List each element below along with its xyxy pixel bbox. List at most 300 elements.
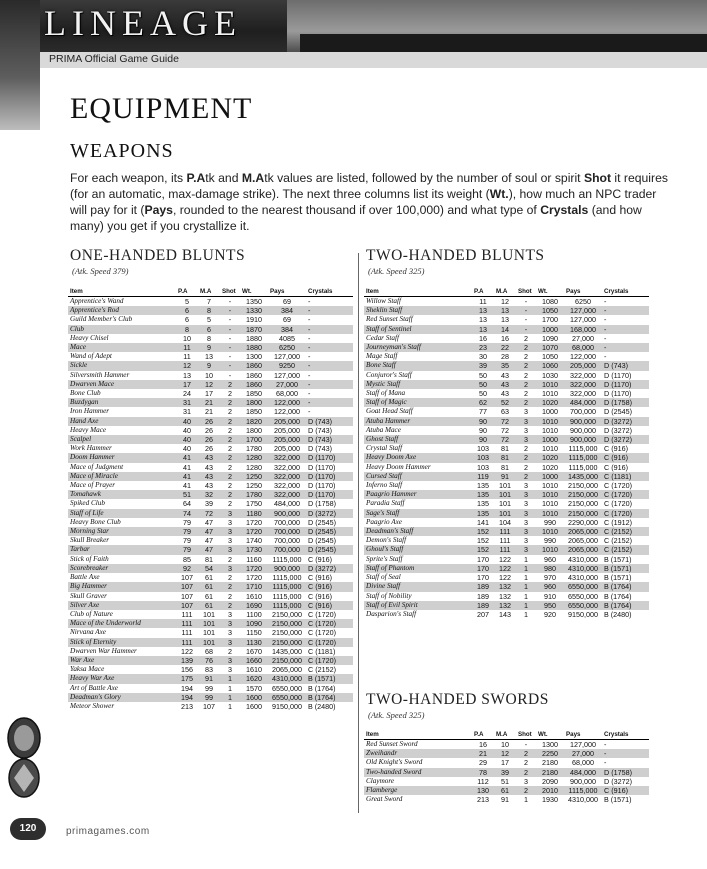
table-cell: 61: [205, 591, 213, 601]
table-cell: C (2152): [602, 527, 649, 536]
table-cell: 900,000: [564, 435, 602, 444]
table-cell: 1250: [240, 472, 268, 481]
table-cell: 101: [203, 609, 215, 619]
table-cell: 79: [183, 536, 191, 546]
table-header-row: [68, 287, 353, 297]
table-cell: D (1170): [306, 490, 353, 499]
table-cell: Heavy Doom Hammer: [366, 462, 431, 471]
table-cell: 1660: [240, 656, 268, 665]
table-cell: 1: [220, 674, 240, 683]
table-cell: Mace of Prayer: [70, 481, 116, 490]
table-cell: 2: [524, 758, 528, 768]
table-cell: 213: [181, 701, 193, 711]
table-cell: 8: [207, 333, 211, 343]
table-cell: 132: [494, 601, 516, 610]
table-cell: 6550,000: [268, 693, 306, 702]
table-cell: 112: [477, 776, 489, 786]
table-cell: -: [308, 370, 311, 380]
table-cell: 81: [501, 462, 509, 472]
table-row: [68, 545, 353, 554]
table-row: [68, 619, 353, 628]
table-cell: 2: [516, 472, 536, 481]
table-cell: 1010: [542, 481, 558, 491]
table-cell: 47: [198, 545, 220, 554]
table-cell: Staff of Life: [68, 509, 176, 518]
table-cell: Red Sunset Sword: [366, 740, 418, 748]
table-cell: D (1170): [602, 380, 649, 389]
table-cell: 81: [205, 554, 213, 564]
table-cell: 17: [176, 380, 198, 389]
table-cell: 2150,000: [272, 628, 302, 638]
table-cell: -: [524, 315, 528, 325]
table-cell: 2065,000: [564, 527, 602, 536]
table-cell: -: [306, 361, 353, 370]
table-row: [68, 693, 353, 702]
table-cell: 32: [198, 490, 220, 499]
table-cell: C (1912): [604, 517, 632, 527]
two-handed-blunts-title: TWO-HANDED BLUNTS: [366, 247, 545, 264]
table-cell: 1: [516, 564, 536, 573]
table-row: [364, 343, 649, 352]
table-row: [364, 777, 649, 786]
table-row: [68, 435, 353, 444]
table-cell: 700,000: [570, 407, 596, 417]
table-cell: 78: [472, 768, 494, 777]
table-cell: Wand of Adept: [70, 352, 112, 361]
table-cell: 43: [494, 380, 516, 389]
table-cell: Yaksa Mace: [70, 665, 105, 674]
table-cell: Heavy Bone Club: [70, 517, 121, 526]
table-cell: 101: [494, 509, 516, 518]
table-cell: Tomahawk: [68, 490, 176, 499]
table-cell: -: [602, 306, 649, 315]
table-cell: 72: [501, 425, 509, 435]
table-row: [364, 564, 649, 573]
table-cell: Apprentice's Wand: [70, 297, 124, 305]
table-cell: 1910: [246, 315, 262, 325]
table-cell: 10: [205, 370, 213, 380]
page-number: 120: [10, 818, 46, 840]
table-cell: 1: [228, 683, 232, 693]
column-header: Item: [364, 730, 472, 740]
table-cell: 43: [198, 472, 220, 481]
table-cell: 960: [536, 582, 564, 591]
table-cell: D (3272): [306, 509, 353, 518]
table-row: [364, 601, 649, 610]
table-cell: D (2545): [306, 545, 353, 554]
table-cell: 107: [181, 591, 193, 601]
table-cell: 1010: [542, 389, 558, 399]
column-header: P.A: [472, 730, 494, 740]
table-cell: 170: [477, 573, 489, 583]
table-row: [68, 518, 353, 527]
table-cell: Claymore: [366, 776, 395, 785]
intro-paragraph: For each weapon, its P.Atk and M.Atk values are listed, followed by the number of soul or spirit Shot it requires (for an automatic, max-damage strike). The next three columns list its weight (Wt.), how much an NPC trader will pay for it (Pays, rounded to the nearest thousand if over 100,000) and what type of Crystals (and how many) you get if you crystallize it.: [70, 171, 668, 233]
table-cell: 21: [205, 407, 213, 417]
table-cell: 72: [494, 435, 516, 444]
lineage-logo: LINEAGE: [44, 3, 242, 43]
table-cell: 2: [220, 380, 240, 389]
table-cell: C (916): [308, 591, 332, 601]
table-cell: 27,000: [564, 749, 602, 758]
table-cell: 2: [228, 389, 232, 399]
table-cell: 1850: [246, 407, 262, 417]
table-cell: 1800: [246, 425, 262, 435]
table-cell: Silver Axe: [68, 601, 176, 610]
table-cell: Willow Staff: [366, 297, 401, 305]
table-cell: 3: [516, 490, 536, 499]
table-cell: 43: [198, 453, 220, 462]
table-cell: C (1720): [308, 628, 336, 638]
table-cell: Battle Axe: [70, 573, 100, 582]
header-banner: [0, 0, 707, 52]
table-cell: 61: [205, 573, 213, 583]
table-header-row: [364, 730, 649, 740]
table-cell: 3: [228, 536, 232, 546]
table-cell: 1115,000: [564, 786, 602, 795]
table-cell: 2: [524, 389, 528, 399]
table-cell: 322,000: [268, 453, 306, 462]
table-cell: 1010: [536, 527, 564, 536]
table-cell: 10: [183, 333, 191, 343]
column-header: Wt.: [536, 287, 564, 297]
table-cell: 1435,000: [564, 472, 602, 481]
table-cell: 11: [479, 297, 487, 306]
table-cell: 3: [220, 656, 240, 665]
table-cell: 107: [176, 582, 198, 591]
table-cell: 700,000: [274, 517, 300, 527]
table-cell: 1050: [536, 306, 564, 315]
table-cell: 31: [176, 398, 198, 407]
two-handed-swords-speed: (Atk. Speed 325): [368, 710, 425, 720]
table-row: [364, 352, 649, 361]
table-cell: Inferno Staff: [366, 481, 403, 490]
table-cell: 8: [198, 306, 220, 315]
table-cell: Staff of Nobility: [366, 591, 412, 600]
table-cell: 103: [477, 462, 489, 472]
table-cell: -: [306, 343, 353, 352]
table-row: [68, 398, 353, 407]
table-cell: 2: [516, 453, 536, 462]
table-cell: 175: [176, 674, 198, 683]
table-cell: 700,000: [268, 527, 306, 536]
table-cell: 900,000: [564, 417, 602, 426]
table-cell: 122,000: [570, 352, 596, 362]
table-cell: 122,000: [274, 407, 300, 417]
table-cell: D (1170): [308, 481, 336, 491]
table-cell: 17: [501, 758, 509, 768]
table-cell: 3: [516, 509, 536, 518]
table-cell: 1820: [240, 417, 268, 426]
emblem-medallions: [6, 716, 42, 866]
table-cell: 1115,000: [272, 554, 302, 564]
table-cell: 122: [494, 564, 516, 573]
table-cell: 1300: [246, 352, 262, 362]
table-cell: 1: [524, 795, 528, 805]
table-cell: D (3272): [604, 425, 632, 435]
table-cell: 9: [198, 343, 220, 352]
table-cell: 213: [477, 795, 489, 805]
table-cell: Stick of Eternity: [68, 638, 176, 647]
column-header: Pays: [564, 730, 602, 740]
table-row: [364, 481, 649, 490]
table-cell: 69: [283, 315, 291, 325]
table-cell: 4310,000: [568, 554, 598, 564]
table-cell: 41: [176, 472, 198, 481]
table-cell: 79: [183, 517, 191, 527]
table-cell: Atuba Mace: [366, 425, 401, 434]
table-row: [364, 297, 649, 307]
table-cell: 3: [516, 527, 536, 536]
table-cell: 99: [198, 693, 220, 702]
table-cell: 127,000: [564, 306, 602, 315]
table-cell: Art of Battle Axe: [70, 683, 118, 692]
column-header: M.A: [494, 287, 516, 297]
table-cell: Skull Graver: [70, 591, 107, 600]
table-cell: 156: [181, 665, 193, 675]
table-cell: 63: [501, 407, 509, 417]
table-cell: 50: [472, 380, 494, 389]
table-cell: -: [306, 325, 353, 334]
table-row: [68, 509, 353, 518]
table-cell: D (1170): [308, 462, 336, 472]
table-cell: 322,000: [268, 472, 306, 481]
table-cell: 1610: [246, 665, 262, 675]
table-cell: 107: [176, 601, 198, 610]
table-row: [364, 582, 649, 591]
table-cell: 189: [472, 601, 494, 610]
table-cell: 2150,000: [568, 481, 598, 491]
table-row: [68, 536, 353, 545]
table-cell: Mace of Judgment: [70, 462, 124, 471]
table-cell: B (2480): [604, 609, 632, 619]
table-cell: 111: [181, 628, 193, 638]
table-cell: 83: [205, 665, 213, 675]
table-cell: Staff of Magic: [364, 398, 472, 407]
table-cell: 980: [536, 564, 564, 573]
table-cell: 1350: [246, 297, 262, 306]
table-cell: 2010: [536, 786, 564, 795]
table-cell: 189: [472, 582, 494, 591]
table-cell: 1115,000: [568, 462, 598, 472]
table-row: [364, 472, 649, 481]
table-row: [68, 628, 353, 637]
table-cell: 1090: [542, 333, 558, 343]
table-cell: -: [308, 352, 311, 362]
table-cell: 1115,000: [568, 444, 598, 454]
table-cell: B (1571): [602, 564, 649, 573]
table-cell: D (743): [306, 417, 353, 426]
table-cell: D (2545): [306, 527, 353, 536]
table-cell: -: [228, 297, 232, 306]
table-cell: 68: [205, 646, 213, 656]
table-cell: Silversmith Hammer: [70, 370, 130, 379]
table-cell: 50: [479, 370, 487, 380]
table-cell: -: [308, 315, 311, 325]
table-cell: 900,000: [570, 776, 596, 786]
table-cell: 40: [183, 425, 191, 435]
table-cell: Meteor Shower: [70, 701, 115, 710]
table-row: [364, 444, 649, 453]
column-header: Crystals: [602, 730, 649, 740]
table-cell: Heavy Doom Axe: [364, 453, 472, 462]
table-cell: 3: [524, 536, 528, 546]
table-cell: 16: [479, 740, 487, 749]
column-header: M.A: [198, 287, 220, 297]
table-cell: 43: [205, 481, 213, 491]
table-cell: 1: [228, 701, 232, 711]
table-cell: -: [228, 333, 232, 343]
table-cell: D (1758): [308, 499, 336, 509]
table-cell: Scorebreaker: [68, 564, 176, 573]
table-row: [68, 573, 353, 582]
table-row: [68, 472, 353, 481]
table-cell: 130: [472, 786, 494, 795]
table-cell: 322,000: [570, 370, 596, 380]
table-cell: 2090: [542, 776, 558, 786]
table-cell: Doom Hammer: [68, 453, 176, 462]
table-cell: 54: [198, 564, 220, 573]
table-cell: -: [524, 297, 528, 306]
table-cell: 135: [472, 509, 494, 518]
table-cell: B (2480): [308, 701, 336, 711]
table-cell: 194: [181, 683, 193, 693]
table-cell: 1020: [542, 462, 558, 472]
table-cell: 2: [516, 343, 536, 352]
table-cell: 1860: [240, 380, 268, 389]
table-cell: 3: [220, 509, 240, 518]
table-row: [364, 527, 649, 536]
table-cell: 1850: [246, 389, 262, 399]
table-cell: C (1720): [604, 499, 632, 509]
table-cell: 72: [494, 417, 516, 426]
table-cell: 52: [494, 398, 516, 407]
table-row: [364, 361, 649, 370]
table-row: [68, 702, 353, 711]
table-cell: 68,000: [572, 758, 594, 768]
table-cell: Two-handed Sword: [364, 768, 472, 777]
one-handed-blunts-title: ONE-HANDED BLUNTS: [70, 247, 246, 264]
table-cell: 24: [183, 389, 191, 399]
table-cell: 2: [220, 582, 240, 591]
table-cell: -: [604, 352, 607, 362]
table-row: [68, 306, 353, 315]
two-handed-swords-title: TWO-HANDED SWORDS: [366, 691, 549, 708]
table-cell: 3: [524, 481, 528, 491]
table-cell: 1740: [246, 536, 262, 546]
table-cell: Iron Hammer: [70, 407, 110, 416]
table-cell: 1880: [240, 343, 268, 352]
table-cell: 2250: [536, 749, 564, 758]
table-cell: -: [604, 297, 607, 306]
table-cell: 2065,000: [272, 665, 302, 675]
table-cell: 1100: [246, 609, 262, 619]
table-row: [364, 407, 649, 416]
table-cell: 1600: [246, 701, 262, 711]
column-header: Pays: [268, 287, 306, 297]
table-cell: 3: [228, 665, 232, 675]
table-cell: 76: [198, 656, 220, 665]
table-cell: 101: [198, 638, 220, 647]
table-cell: 960: [544, 554, 556, 564]
table-cell: 64: [183, 499, 191, 509]
table-cell: Sprite's Staff: [366, 554, 403, 563]
table-cell: 1860: [240, 361, 268, 370]
column-header: Item: [364, 287, 472, 297]
table-cell: 91: [494, 472, 516, 481]
table-cell: 101: [203, 628, 215, 638]
table-cell: 1250: [246, 481, 262, 491]
table-cell: 2150,000: [268, 656, 306, 665]
table-cell: 127,000: [570, 315, 596, 325]
table-cell: 1280: [240, 453, 268, 462]
table-cell: 12: [501, 297, 509, 306]
table-cell: 7: [207, 297, 211, 306]
table-cell: 111: [494, 527, 516, 536]
column-header: Wt.: [240, 287, 268, 297]
table-cell: 1700: [240, 435, 268, 444]
table-cell: 152: [477, 536, 489, 546]
guide-label: PRIMA Official Game Guide: [49, 53, 179, 65]
table-cell: 127,000: [274, 370, 300, 380]
table-cell: 12: [198, 380, 220, 389]
table-cell: 111: [176, 619, 198, 628]
table-cell: D (743): [306, 435, 353, 444]
table-cell: 2150,000: [268, 619, 306, 628]
table-cell: -: [516, 306, 536, 315]
table-cell: 2: [516, 361, 536, 370]
table-cell: Scalpel: [68, 435, 176, 444]
table-cell: 1010: [536, 490, 564, 499]
table-cell: 79: [176, 527, 198, 536]
column-header: Pays: [564, 287, 602, 297]
table-cell: 6250: [575, 297, 591, 306]
table-cell: 41: [176, 453, 198, 462]
table-cell: 920: [544, 609, 556, 619]
table-cell: 17: [205, 389, 213, 399]
table-cell: Buzdygan: [68, 398, 176, 407]
table-cell: 3: [524, 517, 528, 527]
table-cell: Guild Member's Club: [70, 315, 133, 324]
table-cell: 1300: [542, 740, 558, 749]
table-row: [68, 453, 353, 462]
table-cell: 700,000: [268, 545, 306, 554]
table-cell: Journeyman's Staff: [364, 343, 472, 352]
table-cell: 3: [220, 619, 240, 628]
table-cell: B (1571): [306, 674, 353, 683]
table-cell: 26: [198, 435, 220, 444]
table-cell: 9150,000: [272, 701, 302, 711]
table-cell: C (916): [602, 786, 649, 795]
table-cell: D (1170): [604, 370, 632, 380]
table-cell: 23: [472, 343, 494, 352]
table-cell: Work Hammer: [70, 444, 112, 453]
table-cell: 132: [494, 582, 516, 591]
table-cell: C (916): [308, 573, 332, 583]
table-cell: -: [228, 370, 232, 380]
table-cell: 2: [228, 425, 232, 435]
table-cell: D (743): [602, 361, 649, 370]
table-cell: 27,000: [268, 380, 306, 389]
table-cell: 13: [501, 315, 509, 325]
table-cell: 2: [524, 352, 528, 362]
table-row: [364, 536, 649, 545]
table-cell: 1010: [536, 545, 564, 554]
table-cell: 2180: [542, 758, 558, 768]
table-cell: -: [228, 352, 232, 362]
table-cell: 1: [524, 609, 528, 619]
table-cell: 1610: [246, 591, 262, 601]
